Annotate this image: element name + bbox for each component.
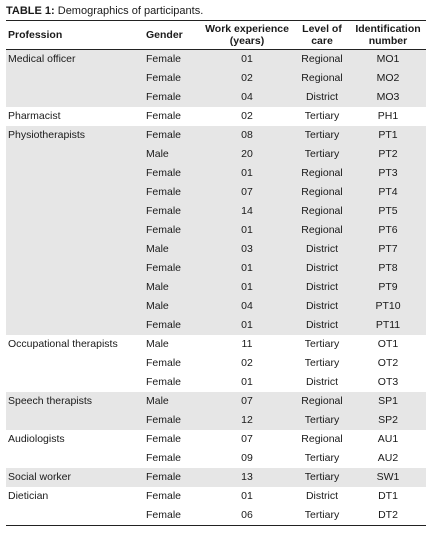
cell-work-experience: 02 (241, 110, 253, 122)
demographics-table (6, 20, 426, 526)
cell-identification-number: MO2 (350, 69, 426, 88)
cell-work-experience: 07 (200, 183, 294, 202)
cell-gender: Female (144, 259, 200, 278)
cell-level-of-care: Regional (294, 221, 350, 240)
cell-level-of-care: District (294, 240, 350, 259)
cell-level-of-care: District (294, 88, 350, 107)
cell-identification-number: SP2 (350, 411, 426, 430)
cell-work-experience: 04 (200, 88, 294, 107)
cell-profession: Occupational therapists (8, 338, 118, 350)
cell-identification-number: OT2 (377, 357, 399, 369)
cell-profession: Speech therapists (6, 392, 144, 411)
cell-work-experience: 14 (200, 202, 294, 221)
cell-work-experience: 01 (200, 278, 294, 297)
cell-level-of-care: District (294, 278, 350, 297)
cell-level-of-care: Tertiary (294, 468, 350, 487)
cell-level-of-care: Regional (294, 392, 350, 411)
cell-profession (6, 164, 144, 183)
table-caption (6, 4, 426, 18)
table-row (6, 50, 426, 70)
cell-profession (6, 316, 144, 335)
header-work-experience: Work experience (years) (205, 23, 289, 47)
cell-work-experience: 12 (200, 411, 294, 430)
cell-identification-number: PT7 (350, 240, 426, 259)
cell-work-experience: 20 (200, 145, 294, 164)
cell-profession (6, 88, 144, 107)
cell-identification-number: PT4 (350, 183, 426, 202)
cell-identification-number: PT1 (350, 126, 426, 145)
cell-level-of-care: Regional (294, 69, 350, 88)
cell-work-experience: 04 (200, 297, 294, 316)
cell-level-of-care: Tertiary (304, 452, 340, 464)
cell-gender: Female (144, 316, 200, 335)
cell-gender: Female (146, 376, 182, 388)
cell-identification-number: DT1 (378, 490, 398, 502)
cell-work-experience: 01 (200, 164, 294, 183)
cell-level-of-care: District (294, 297, 350, 316)
table-row (6, 221, 426, 240)
header-level-of-care: Level of care (302, 23, 342, 47)
cell-identification-number: OT1 (377, 338, 399, 350)
caption-label: TABLE 1: (6, 5, 55, 17)
cell-level-of-care: Regional (294, 50, 350, 70)
table-row (6, 164, 426, 183)
cell-profession (6, 297, 144, 316)
cell-identification-number: PT8 (350, 259, 426, 278)
cell-gender: Female (144, 221, 200, 240)
cell-level-of-care: District (294, 316, 350, 335)
table-row (6, 88, 426, 107)
cell-identification-number: PT11 (350, 316, 426, 335)
cell-identification-number: PT9 (350, 278, 426, 297)
cell-profession (6, 183, 144, 202)
cell-gender: Male (144, 297, 200, 316)
cell-gender: Female (146, 110, 182, 122)
cell-profession: Pharmacist (8, 110, 61, 122)
cell-work-experience: 02 (241, 357, 253, 369)
cell-profession (6, 506, 144, 526)
cell-identification-number: MO3 (350, 88, 426, 107)
table-row (6, 183, 426, 202)
cell-level-of-care: District (305, 490, 339, 502)
cell-gender: Male (144, 240, 200, 259)
header-row (6, 21, 426, 50)
table-row (6, 126, 426, 145)
cell-gender: Male (144, 392, 200, 411)
cell-identification-number: PT6 (350, 221, 426, 240)
cell-gender: Female (146, 490, 182, 502)
cell-profession: Social worker (6, 468, 144, 487)
cell-work-experience: 01 (200, 316, 294, 335)
cell-gender: Female (144, 164, 200, 183)
cell-identification-number: PT10 (350, 297, 426, 316)
cell-level-of-care: Tertiary (304, 338, 340, 350)
cell-identification-number: AU2 (377, 452, 399, 464)
table-row (6, 240, 426, 259)
cell-identification-number: PT2 (350, 145, 426, 164)
cell-identification-number: MO1 (350, 50, 426, 70)
cell-profession (6, 449, 144, 468)
cell-level-of-care: Tertiary (304, 357, 340, 369)
header-identification-number: Identification number (355, 23, 421, 47)
cell-work-experience: 07 (241, 433, 253, 445)
cell-identification-number: PH1 (377, 110, 399, 122)
cell-identification-number: SW1 (350, 468, 426, 487)
cell-work-experience: 01 (200, 259, 294, 278)
table-row (6, 297, 426, 316)
cell-level-of-care: Tertiary (304, 509, 340, 521)
cell-level-of-care: Tertiary (294, 411, 350, 430)
table-row (6, 468, 426, 487)
table-row (6, 335, 426, 354)
cell-level-of-care: District (305, 376, 339, 388)
table-row (6, 316, 426, 335)
cell-identification-number: PT3 (350, 164, 426, 183)
caption-text: Demographics of participants. (54, 5, 204, 17)
table-body (6, 50, 426, 526)
cell-level-of-care: Tertiary (304, 110, 340, 122)
cell-work-experience: 08 (200, 126, 294, 145)
table-row (6, 278, 426, 297)
table-row (6, 506, 426, 526)
table-row (6, 354, 426, 373)
cell-gender: Female (146, 357, 182, 369)
cell-work-experience: 11 (241, 338, 253, 350)
cell-gender: Female (144, 411, 200, 430)
cell-work-experience: 01 (200, 50, 294, 70)
cell-level-of-care: District (294, 259, 350, 278)
header-gender: Gender (146, 29, 183, 41)
table-row (6, 373, 426, 392)
cell-work-experience: 06 (241, 509, 253, 521)
cell-work-experience: 01 (200, 221, 294, 240)
cell-profession (6, 202, 144, 221)
cell-gender: Female (144, 69, 200, 88)
table-row (6, 259, 426, 278)
cell-profession (6, 354, 144, 373)
cell-profession (6, 69, 144, 88)
cell-gender: Female (144, 183, 200, 202)
cell-level-of-care: Regional (294, 164, 350, 183)
cell-gender: Female (144, 202, 200, 221)
cell-level-of-care: Regional (294, 202, 350, 221)
table-row (6, 411, 426, 430)
table-row (6, 449, 426, 468)
header-profession: Profession (8, 29, 63, 41)
cell-profession: Physiotherapists (6, 126, 144, 145)
cell-gender: Female (144, 50, 200, 70)
cell-profession (6, 411, 144, 430)
cell-profession (6, 145, 144, 164)
cell-work-experience: 02 (200, 69, 294, 88)
table-row (6, 107, 426, 126)
cell-work-experience: 03 (200, 240, 294, 259)
cell-profession (6, 221, 144, 240)
table-row (6, 202, 426, 221)
table-row (6, 430, 426, 449)
cell-identification-number: OT3 (377, 376, 399, 388)
cell-profession (6, 240, 144, 259)
cell-gender: Male (144, 145, 200, 164)
cell-work-experience: 01 (241, 376, 253, 388)
cell-profession: Audiologists (8, 433, 65, 445)
cell-gender: Female (144, 88, 200, 107)
cell-identification-number: PT5 (350, 202, 426, 221)
cell-profession (6, 259, 144, 278)
cell-level-of-care: Regional (294, 183, 350, 202)
cell-identification-number: DT2 (378, 509, 398, 521)
table-row (6, 392, 426, 411)
cell-profession: Medical officer (6, 50, 144, 70)
cell-gender: Male (144, 278, 200, 297)
cell-work-experience: 01 (241, 490, 253, 502)
cell-gender: Female (144, 468, 200, 487)
cell-identification-number: AU1 (377, 433, 399, 445)
cell-gender: Female (144, 126, 200, 145)
cell-gender: Male (146, 338, 169, 350)
cell-level-of-care: Tertiary (294, 145, 350, 164)
cell-profession (6, 278, 144, 297)
cell-level-of-care: Tertiary (294, 126, 350, 145)
cell-gender: Female (146, 452, 182, 464)
cell-profession (6, 373, 144, 392)
table-row (6, 487, 426, 506)
cell-gender: Female (146, 509, 182, 521)
cell-work-experience: 09 (241, 452, 253, 464)
cell-level-of-care: Regional (301, 433, 343, 445)
table-row (6, 145, 426, 164)
table-row (6, 69, 426, 88)
cell-gender: Female (146, 433, 182, 445)
cell-identification-number: SP1 (350, 392, 426, 411)
cell-profession: Dietician (8, 490, 49, 502)
cell-work-experience: 13 (200, 468, 294, 487)
cell-work-experience: 07 (200, 392, 294, 411)
table-header (6, 21, 426, 50)
